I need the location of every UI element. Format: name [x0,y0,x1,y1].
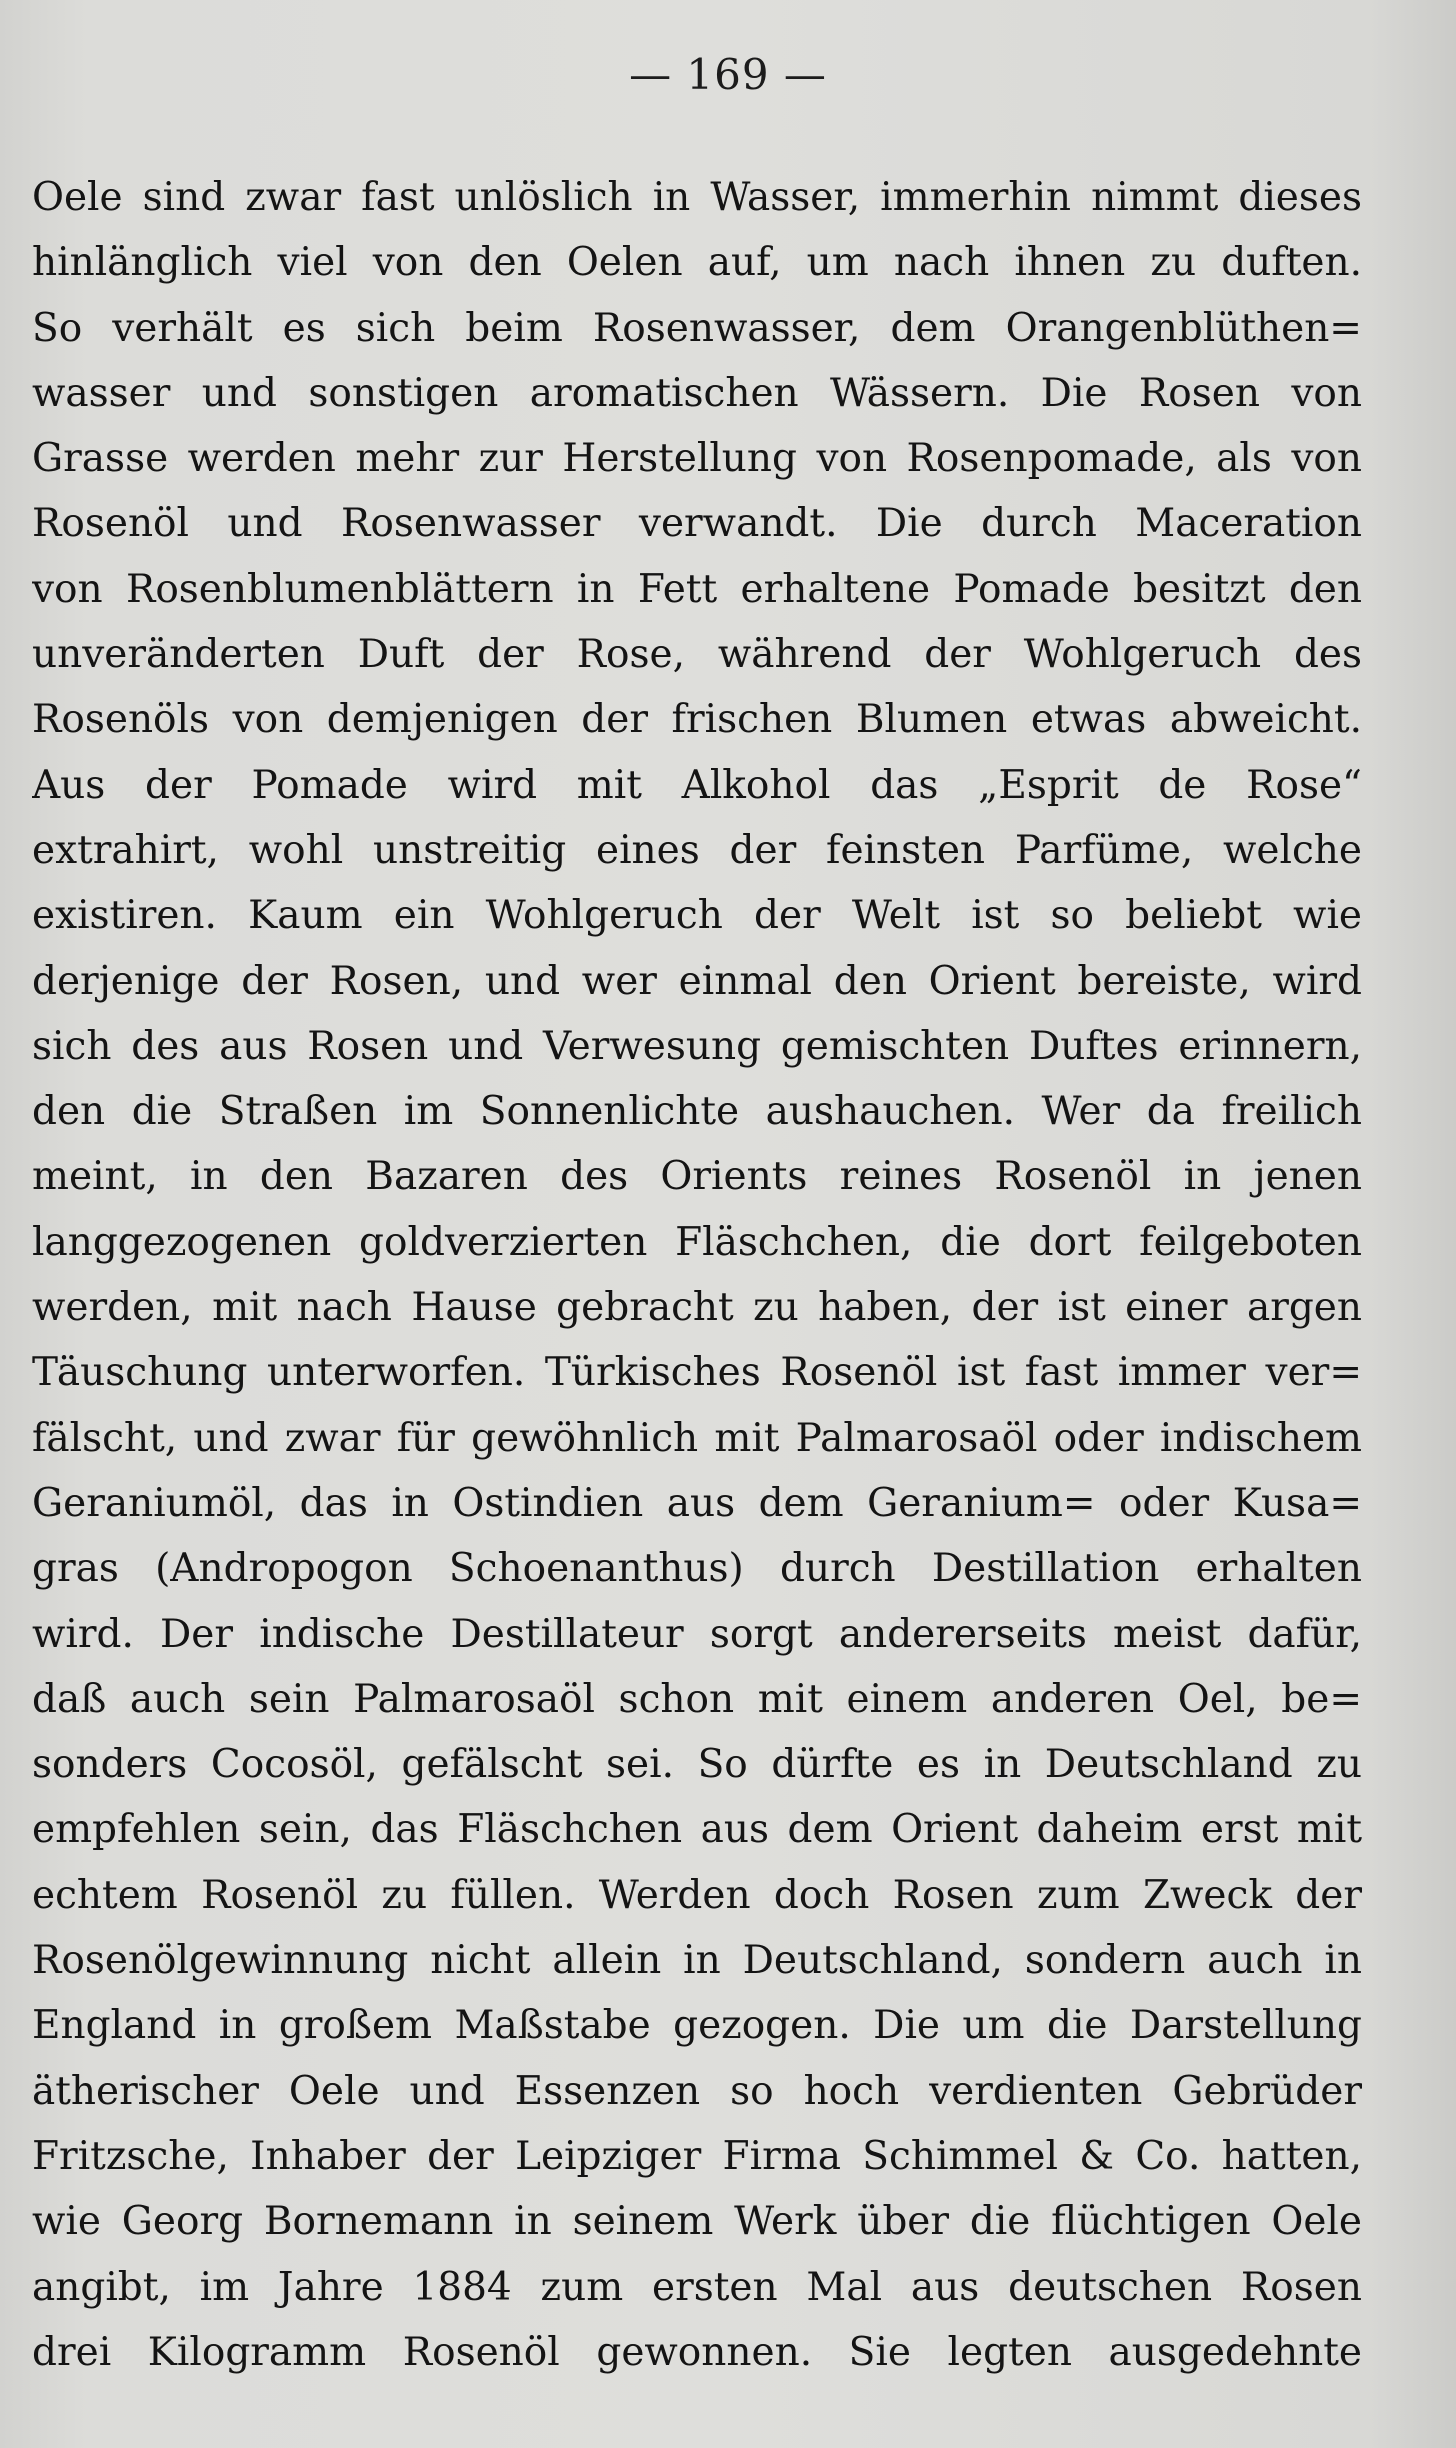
text-line: echtem Rosenöl zu füllen. Werden doch Rosen zum Zweck der [32,1872,1362,1918]
text-line: werden, mit nach Hause gebracht zu haben, der ist einer argen [32,1285,1362,1331]
text-line: So verhält es sich beim Rosenwasser, dem Orangenblüthen= [32,305,1362,351]
text-line: existiren. Kaum ein Wohlgeruch der Welt ist so beliebt wie [32,893,1362,939]
body-text [32,165,1362,2385]
text-line: Aus der Pomade wird mit Alkohol das „Esprit de Rose“ [32,762,1362,808]
text-line: Rosenölgewinnung nicht allein in Deutschland, sondern auch in [32,1938,1362,1984]
text-line: Grasse werden mehr zur Herstellung von Rosenpomade, als von [32,436,1362,482]
text-line: sonders Cocosöl, gefälscht sei. So dürfte es in Deutschland zu [32,1742,1362,1788]
text-line: wird. Der indische Destillateur sorgt andererseits meist dafür, [32,1611,1362,1657]
text-line: Fritzsche, Inhaber der Leipziger Firma Schimmel & Co. hatten, [32,2133,1362,2179]
text-line: ätherischer Oele und Essenzen so hoch verdienten Gebrüder [32,2068,1362,2114]
page-number: — 169 — [629,50,827,99]
text-line: extrahirt, wohl unstreitig eines der feinsten Parfüme, welche [32,827,1362,873]
text-line: meint, in den Bazaren des Orients reines Rosenöl in jenen [32,1154,1362,1200]
text-line: von Rosenblumenblättern in Fett erhaltene Pomade besitzt den [32,566,1362,612]
text-line: wie Georg Bornemann in seinem Werk über die flüchtigen Oele [32,2199,1362,2245]
text-line: Oele sind zwar fast unlöslich in Wasser, immerhin nimmt dieses [32,175,1362,220]
text-line: daß auch sein Palmarosaöl schon mit einem anderen Oel, be= [32,1676,1362,1722]
text-line: England in großem Maßstabe gezogen. Die um die Darstellung [32,2003,1362,2049]
text-line: drei Kilogramm Rosenöl gewonnen. Sie legten ausgedehnte [32,2329,1362,2375]
text-line: sich des aus Rosen und Verwesung gemischten Duftes erinnern, [32,1023,1362,1069]
text-line: unveränderten Duft der Rose, während der Wohlgeruch des [32,632,1362,678]
text-line: fälscht, und zwar für gewöhnlich mit Palmarosaöl oder indischem [32,1415,1362,1461]
text-line: wasser und sonstigen aromatischen Wässern. Die Rosen von [32,370,1362,416]
text-line: empfehlen sein, das Fläschchen aus dem Orient daheim erst mit [32,1807,1362,1853]
text-line: gras (Andropogon Schoenanthus) durch Destillation erhalten [32,1546,1362,1592]
text-line: Rosenöls von demjenigen der frischen Blumen etwas abweicht. [32,697,1362,743]
text-line: hinlänglich viel von den Oelen auf, um nach ihnen zu duften. [32,240,1362,286]
text-line: Täuschung unterworfen. Türkisches Rosenöl ist fast immer ver= [32,1350,1362,1396]
text-line: derjenige der Rosen, und wer einmal den Orient bereiste, wird [32,958,1362,1004]
text-line: Rosenöl und Rosenwasser verwandt. Die durch Maceration [32,501,1362,547]
text-line: langgezogenen goldverzierten Fläschchen, die dort feilgeboten [32,1219,1362,1265]
text-line: Geraniumöl, das in Ostindien aus dem Geranium= oder Kusa= [32,1480,1362,1526]
text-line: angibt, im Jahre 1884 zum ersten Mal aus deutschen Rosen [32,2264,1362,2310]
text-line: den die Straßen im Sonnenlichte aushauchen. Wer da freilich [32,1089,1362,1135]
